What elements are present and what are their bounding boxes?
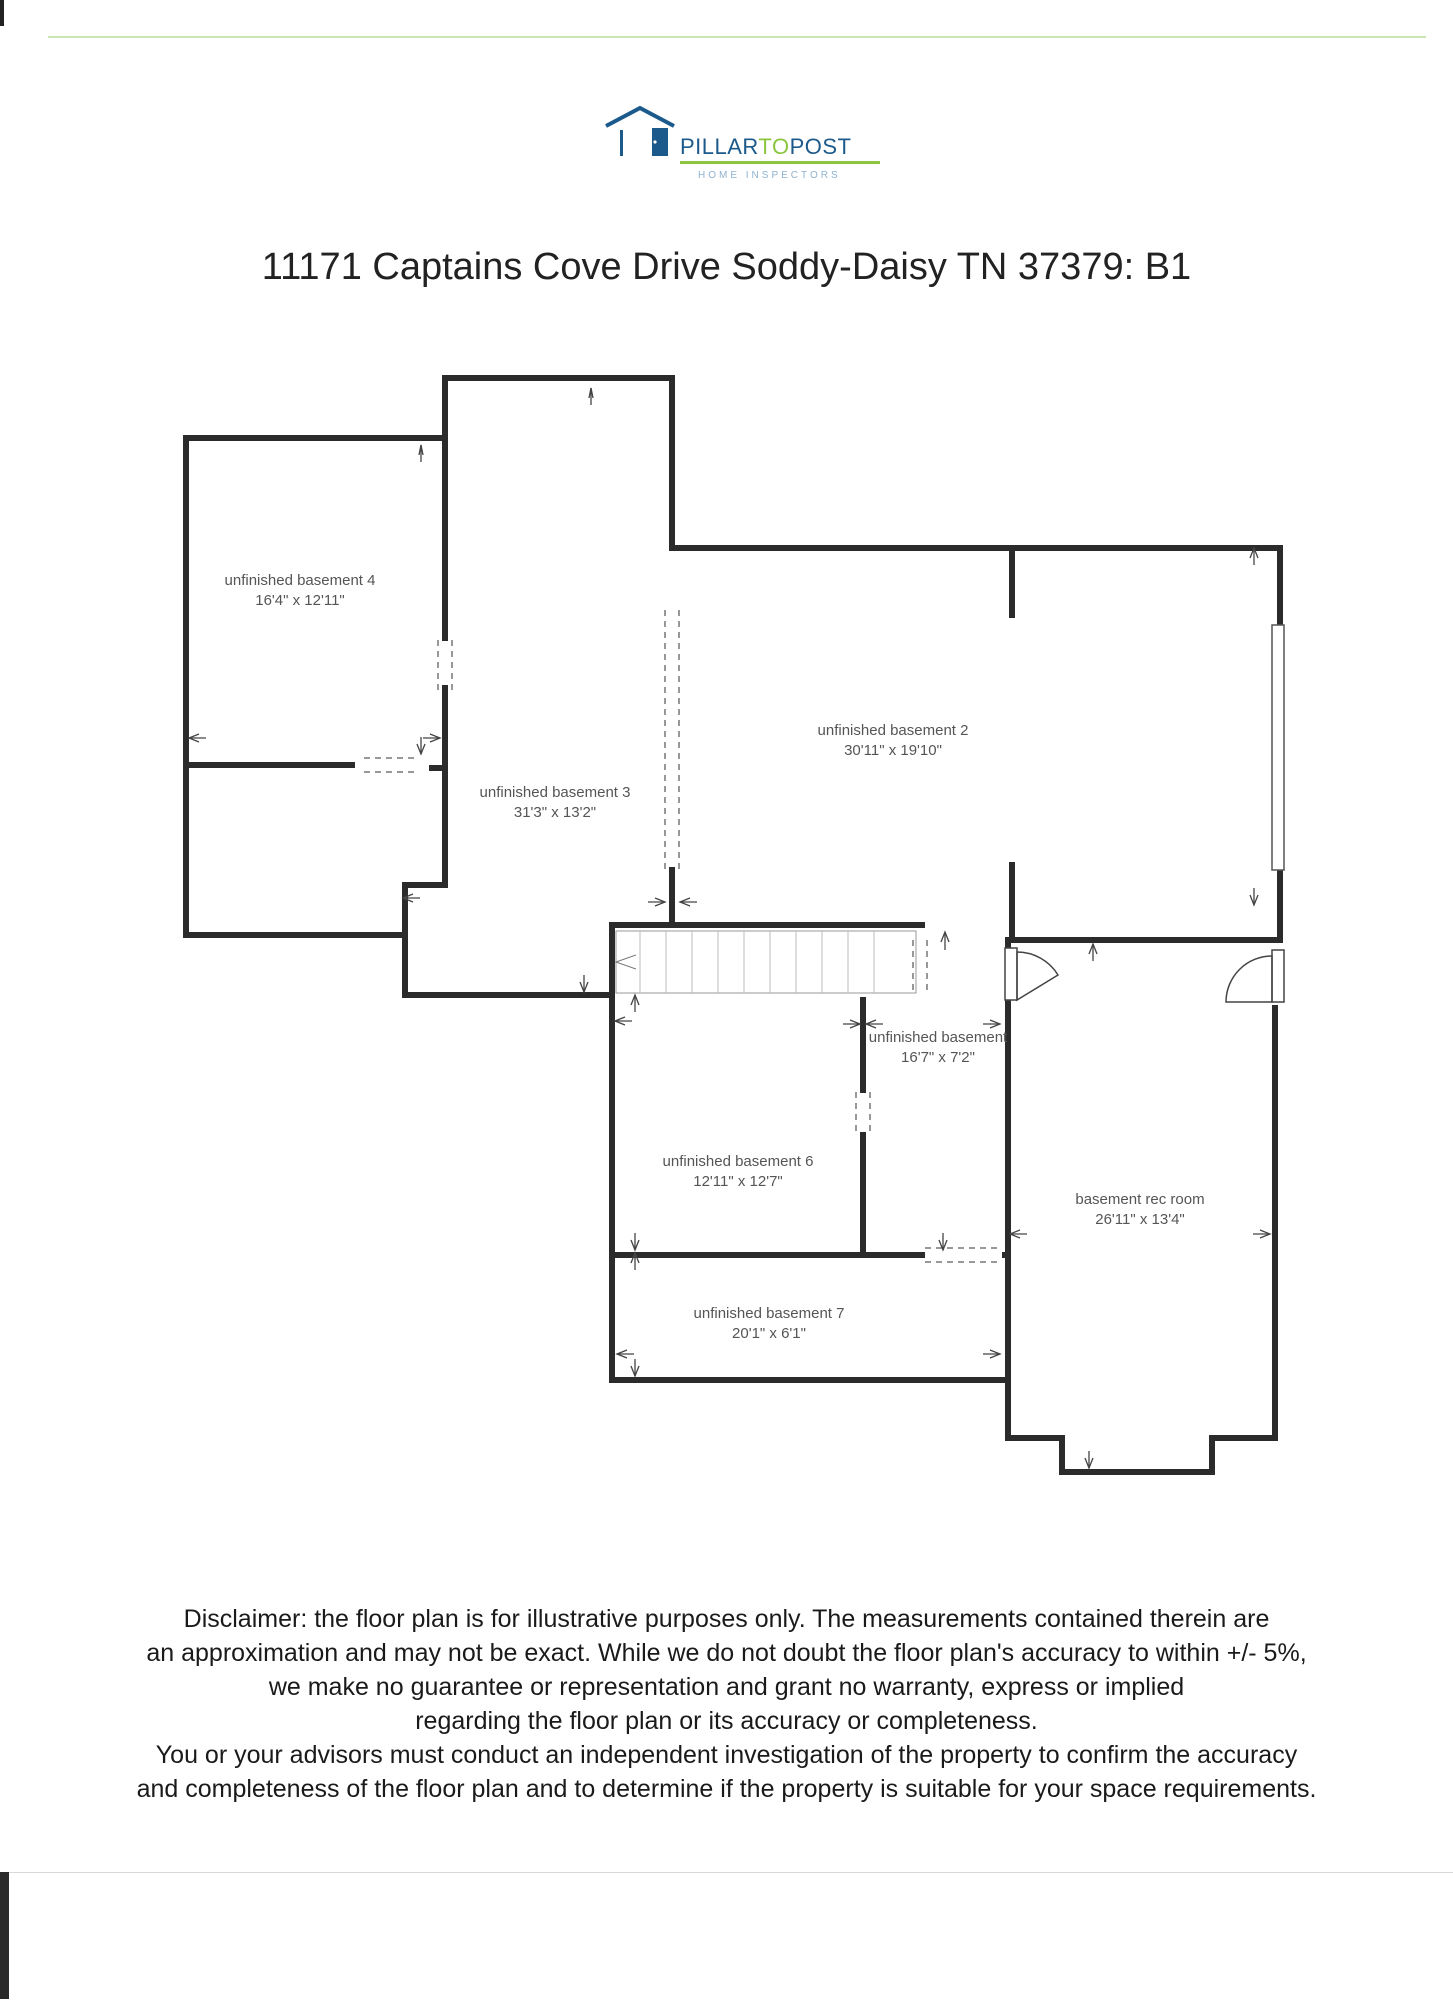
disclaimer: [40, 1602, 1413, 1806]
logo-word-post: POST: [789, 134, 852, 159]
wall-room3-top: [445, 378, 672, 638]
scan-bottom-margin: [0, 1872, 1453, 2000]
wall-room3-bottom: [405, 688, 612, 995]
room-size-basement-4: 16'4" x 12'11": [255, 592, 345, 609]
scan-left-edge: [0, 1872, 9, 1999]
disclaimer-line: and completeness of the floor plan and to determine if the property is suitable for your space requirements.: [136, 1775, 1317, 1803]
room-size-basement-3: 31'3" x 13'2": [513, 804, 597, 821]
room-size-basement-2: 30'11" x 19'10": [844, 742, 942, 759]
room-size-basement-5: 16'7" x 7'2": [901, 1049, 975, 1066]
disclaimer-line: You or your advisors must conduct an independent investigation of the property to confirm the accuracy: [155, 1741, 1298, 1769]
room-name-rec-room: basement rec room: [1075, 1191, 1205, 1208]
swing-doors: [1005, 948, 1284, 1002]
page-title: 11171 Captains Cove Drive Soddy-Daisy TN 37379: B1: [261, 246, 1192, 288]
disclaimer-line: regarding the floor plan or its accuracy or completeness.: [415, 1707, 1038, 1735]
room-name-basement-6: unfinished basement 6: [662, 1153, 814, 1170]
sliding-door: [1272, 625, 1284, 870]
room-name-basement-5: unfinished basement: [868, 1029, 1008, 1046]
disclaimer-line: an approximation and may not be exact. While we do not doubt the floor plan's accuracy to within +/- 5%,: [146, 1639, 1307, 1667]
wall-room2-inner-bottom: [1012, 865, 1280, 940]
staircase: [616, 931, 916, 993]
room-name-basement-2: unfinished basement 2: [817, 722, 969, 739]
room-name-basement-4: unfinished basement 4: [224, 572, 376, 589]
room-size-rec-room: 26'11" x 13'4": [1095, 1211, 1185, 1228]
wall-room2-outer: [672, 548, 1280, 940]
logo-word-to: TO: [758, 134, 790, 159]
logo-tagline: HOME INSPECTORS: [698, 170, 841, 181]
logo-word-pillar: PILLAR: [680, 134, 759, 159]
disclaimer-line: we make no guarantee or representation and grant no warranty, express or implied: [268, 1673, 1185, 1701]
room-size-basement-7: 20'1" x 6'1": [732, 1325, 806, 1342]
room-labels: [225, 572, 1205, 1342]
room-name-basement-7: unfinished basement 7: [693, 1305, 845, 1322]
disclaimer-line: Disclaimer: the floor plan is for illustrative purposes only. The measurements contained therein are: [183, 1605, 1270, 1633]
room-name-basement-3: unfinished basement 3: [479, 784, 631, 801]
wall-room4-outer: [186, 438, 445, 935]
room-size-basement-6: 12'11" x 12'7": [693, 1173, 783, 1190]
